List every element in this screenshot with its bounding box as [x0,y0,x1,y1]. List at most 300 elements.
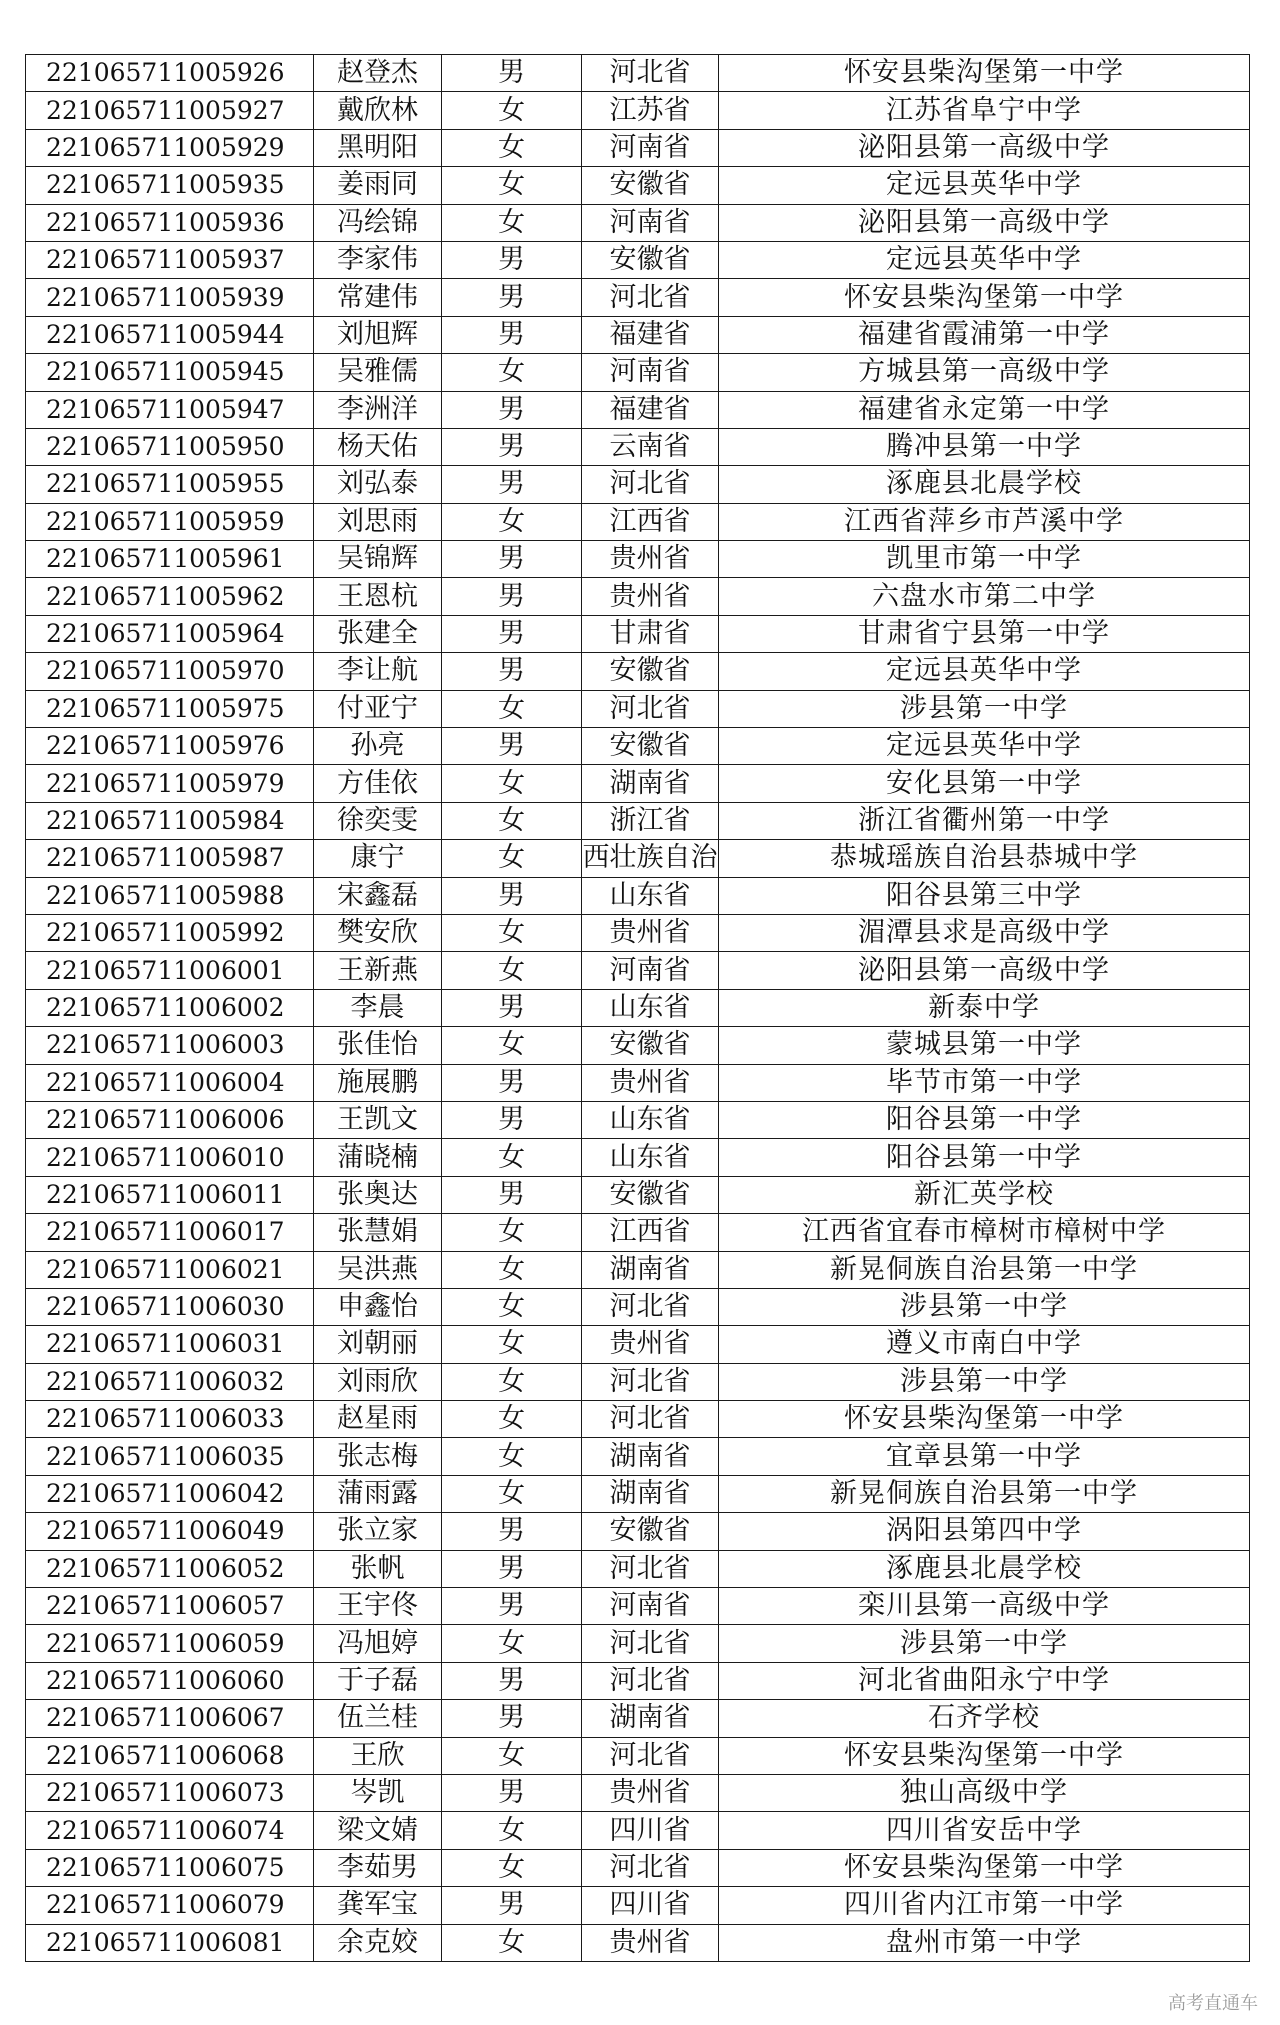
name-cell: 蒲雨露 [314,1475,442,1512]
gender-cell: 女 [442,1401,582,1438]
province-cell: 河北省 [582,1662,719,1699]
gender-cell: 女 [442,129,582,166]
school-cell: 涉县第一中学 [719,690,1250,727]
school-cell: 恭城瑶族自治县恭城中学 [719,840,1250,877]
exam-id-cell: 221065711006035 [26,1438,314,1475]
table-row [26,1887,1250,1924]
province-cell: 云南省 [582,428,719,465]
province-cell: 河北省 [582,1849,719,1886]
gender-cell: 女 [442,1214,582,1251]
province-cell: 河北省 [582,1737,719,1774]
province-cell: 贵州省 [582,578,719,615]
name-cell: 孙亮 [314,728,442,765]
table-row [26,241,1250,278]
gender-cell: 男 [442,728,582,765]
table-row [26,428,1250,465]
gender-cell: 女 [442,1475,582,1512]
province-cell: 河南省 [582,1588,719,1625]
exam-id-cell: 221065711005927 [26,92,314,129]
name-cell: 李洲洋 [314,391,442,428]
school-cell: 独山高级中学 [719,1774,1250,1811]
exam-id-cell: 221065711006011 [26,1176,314,1213]
gender-cell: 女 [442,354,582,391]
province-cell: 四川省 [582,1887,719,1924]
exam-id-cell: 221065711006021 [26,1251,314,1288]
table-row [26,1700,1250,1737]
province-cell: 河北省 [582,1625,719,1662]
name-cell: 蒲晓楠 [314,1139,442,1176]
name-cell: 岑凯 [314,1774,442,1811]
gender-cell: 男 [442,391,582,428]
name-cell: 常建伟 [314,279,442,316]
table-row [26,615,1250,652]
name-cell: 于子磊 [314,1662,442,1699]
province-cell: 安徽省 [582,1176,719,1213]
table-row [26,877,1250,914]
school-cell: 湄潭县求是高级中学 [719,914,1250,951]
school-cell: 毕节市第一中学 [719,1064,1250,1101]
gender-cell: 男 [442,466,582,503]
table-row [26,129,1250,166]
table-row [26,167,1250,204]
exam-id-cell: 221065711006075 [26,1849,314,1886]
exam-id-cell: 221065711006002 [26,989,314,1026]
province-cell: 湖南省 [582,1438,719,1475]
name-cell: 王欣 [314,1737,442,1774]
name-cell: 冯绘锦 [314,204,442,241]
table-row [26,1101,1250,1138]
gender-cell: 女 [442,204,582,241]
gender-cell: 男 [442,316,582,353]
table-row [26,1027,1250,1064]
exam-id-cell: 221065711005988 [26,877,314,914]
name-cell: 张建全 [314,615,442,652]
exam-id-cell: 221065711005962 [26,578,314,615]
province-cell: 江苏省 [582,92,719,129]
student-roster-table [25,54,1250,1962]
name-cell: 冯旭婷 [314,1625,442,1662]
gender-cell: 男 [442,1887,582,1924]
province-cell: 安徽省 [582,728,719,765]
province-cell: 贵州省 [582,1326,719,1363]
name-cell: 余克姣 [314,1924,442,1961]
gender-cell: 女 [442,503,582,540]
exam-id-cell: 221065711006032 [26,1363,314,1400]
table-row [26,354,1250,391]
table-row [26,1363,1250,1400]
table-row [26,1288,1250,1325]
gender-cell: 男 [442,541,582,578]
exam-id-cell: 221065711006057 [26,1588,314,1625]
exam-id-cell: 221065711006042 [26,1475,314,1512]
gender-cell: 女 [442,167,582,204]
province-cell: 浙江省 [582,802,719,839]
school-cell: 泌阳县第一高级中学 [719,204,1250,241]
name-cell: 施展鹏 [314,1064,442,1101]
name-cell: 方佳依 [314,765,442,802]
school-cell: 福建省永定第一中学 [719,391,1250,428]
exam-id-cell: 221065711006074 [26,1812,314,1849]
province-cell: 河北省 [582,1401,719,1438]
table-row [26,1774,1250,1811]
school-cell: 定远县英华中学 [719,241,1250,278]
table-row [26,1625,1250,1662]
school-cell: 涿鹿县北晨学校 [719,466,1250,503]
table-row [26,952,1250,989]
school-cell: 六盘水市第二中学 [719,578,1250,615]
gender-cell: 男 [442,615,582,652]
exam-id-cell: 221065711006010 [26,1139,314,1176]
name-cell: 戴欣林 [314,92,442,129]
gender-cell: 男 [442,1550,582,1587]
table-row [26,1812,1250,1849]
school-cell: 泌阳县第一高级中学 [719,952,1250,989]
school-cell: 新泰中学 [719,989,1250,1026]
exam-id-cell: 221065711006081 [26,1924,314,1961]
name-cell: 刘思雨 [314,503,442,540]
gender-cell: 男 [442,1774,582,1811]
table-row [26,1438,1250,1475]
school-cell: 怀安县柴沟堡第一中学 [719,1401,1250,1438]
gender-cell: 男 [442,653,582,690]
exam-id-cell: 221065711005936 [26,204,314,241]
exam-id-cell: 221065711005935 [26,167,314,204]
gender-cell: 男 [442,55,582,92]
name-cell: 宋鑫磊 [314,877,442,914]
school-cell: 怀安县柴沟堡第一中学 [719,1849,1250,1886]
province-cell: 湖南省 [582,765,719,802]
province-cell: 贵州省 [582,1924,719,1961]
table-row [26,1588,1250,1625]
gender-cell: 女 [442,765,582,802]
gender-cell: 女 [442,1625,582,1662]
province-cell: 湖南省 [582,1475,719,1512]
school-cell: 涉县第一中学 [719,1288,1250,1325]
name-cell: 付亚宁 [314,690,442,727]
exam-id-cell: 221065711006017 [26,1214,314,1251]
gender-cell: 女 [442,1737,582,1774]
exam-id-cell: 221065711005959 [26,503,314,540]
school-cell: 定远县英华中学 [719,167,1250,204]
table-row [26,653,1250,690]
name-cell: 杨天佑 [314,428,442,465]
gender-cell: 女 [442,952,582,989]
province-cell: 山东省 [582,989,719,1026]
gender-cell: 男 [442,1700,582,1737]
name-cell: 申鑫怡 [314,1288,442,1325]
province-cell: 河北省 [582,1363,719,1400]
name-cell: 梁文婧 [314,1812,442,1849]
school-cell: 新晃侗族自治县第一中学 [719,1475,1250,1512]
province-cell: 福建省 [582,316,719,353]
province-cell: 江西省 [582,503,719,540]
table-row [26,541,1250,578]
school-cell: 方城县第一高级中学 [719,354,1250,391]
exam-id-cell: 221065711005926 [26,55,314,92]
school-cell: 怀安县柴沟堡第一中学 [719,1737,1250,1774]
province-cell: 河北省 [582,466,719,503]
school-cell: 四川省内江市第一中学 [719,1887,1250,1924]
exam-id-cell: 221065711006006 [26,1101,314,1138]
exam-id-cell: 221065711006059 [26,1625,314,1662]
name-cell: 吴锦辉 [314,541,442,578]
exam-id-cell: 221065711006033 [26,1401,314,1438]
province-cell: 贵州省 [582,541,719,578]
exam-id-cell: 221065711006052 [26,1550,314,1587]
exam-id-cell: 221065711006068 [26,1737,314,1774]
school-cell: 盘州市第一中学 [719,1924,1250,1961]
name-cell: 王宇佟 [314,1588,442,1625]
gender-cell: 女 [442,1363,582,1400]
name-cell: 徐奕雯 [314,802,442,839]
name-cell: 张慧娟 [314,1214,442,1251]
gender-cell: 女 [442,1849,582,1886]
gender-cell: 女 [442,690,582,727]
name-cell: 康宁 [314,840,442,877]
table-row [26,279,1250,316]
exam-id-cell: 221065711005950 [26,428,314,465]
school-cell: 怀安县柴沟堡第一中学 [719,279,1250,316]
school-cell: 阳谷县第三中学 [719,877,1250,914]
table-row [26,1737,1250,1774]
table-row [26,466,1250,503]
name-cell: 李茹男 [314,1849,442,1886]
roster-body [26,55,1250,1962]
school-cell: 阳谷县第一中学 [719,1101,1250,1138]
table-row [26,765,1250,802]
province-cell: 安徽省 [582,1513,719,1550]
province-cell: 湖南省 [582,1251,719,1288]
gender-cell: 女 [442,840,582,877]
exam-id-cell: 221065711006067 [26,1700,314,1737]
name-cell: 李家伟 [314,241,442,278]
school-cell: 涉县第一中学 [719,1363,1250,1400]
province-cell: 河北省 [582,1288,719,1325]
exam-id-cell: 221065711006079 [26,1887,314,1924]
table-row [26,316,1250,353]
gender-cell: 女 [442,1288,582,1325]
province-cell: 贵州省 [582,1064,719,1101]
school-cell: 凯里市第一中学 [719,541,1250,578]
name-cell: 赵登杰 [314,55,442,92]
school-cell: 遵义市南白中学 [719,1326,1250,1363]
province-cell: 河南省 [582,952,719,989]
gender-cell: 女 [442,1139,582,1176]
province-cell: 西壮族自治 [582,840,719,877]
school-cell: 怀安县柴沟堡第一中学 [719,55,1250,92]
table-row [26,1924,1250,1961]
school-cell: 蒙城县第一中学 [719,1027,1250,1064]
table-row [26,690,1250,727]
table-row [26,1139,1250,1176]
school-cell: 石齐学校 [719,1700,1250,1737]
name-cell: 刘雨欣 [314,1363,442,1400]
exam-id-cell: 221065711006001 [26,952,314,989]
school-cell: 新晃侗族自治县第一中学 [719,1251,1250,1288]
gender-cell: 男 [442,1101,582,1138]
table-row [26,728,1250,765]
province-cell: 河南省 [582,354,719,391]
exam-id-cell: 221065711005970 [26,653,314,690]
table-row [26,914,1250,951]
table-row [26,1662,1250,1699]
school-cell: 涿鹿县北晨学校 [719,1550,1250,1587]
school-cell: 腾冲县第一中学 [719,428,1250,465]
exam-id-cell: 221065711005964 [26,615,314,652]
exam-id-cell: 221065711005992 [26,914,314,951]
province-cell: 甘肃省 [582,615,719,652]
province-cell: 河北省 [582,690,719,727]
school-cell: 涉县第一中学 [719,1625,1250,1662]
table-row [26,1401,1250,1438]
name-cell: 张志梅 [314,1438,442,1475]
table-row [26,578,1250,615]
gender-cell: 男 [442,1513,582,1550]
table-row [26,840,1250,877]
gender-cell: 女 [442,1924,582,1961]
exam-id-cell: 221065711006060 [26,1662,314,1699]
province-cell: 湖南省 [582,1700,719,1737]
table-row [26,1513,1250,1550]
exam-id-cell: 221065711005945 [26,354,314,391]
name-cell: 刘弘泰 [314,466,442,503]
school-cell: 定远县英华中学 [719,728,1250,765]
table-row [26,1214,1250,1251]
table-row [26,802,1250,839]
gender-cell: 女 [442,92,582,129]
school-cell: 甘肃省宁县第一中学 [719,615,1250,652]
exam-id-cell: 221065711005987 [26,840,314,877]
gender-cell: 男 [442,1176,582,1213]
exam-id-cell: 221065711005961 [26,541,314,578]
province-cell: 贵州省 [582,914,719,951]
exam-id-cell: 221065711005937 [26,241,314,278]
exam-id-cell: 221065711006073 [26,1774,314,1811]
province-cell: 安徽省 [582,1027,719,1064]
province-cell: 河北省 [582,55,719,92]
gender-cell: 男 [442,241,582,278]
province-cell: 江西省 [582,1214,719,1251]
name-cell: 李让航 [314,653,442,690]
gender-cell: 男 [442,877,582,914]
gender-cell: 女 [442,1027,582,1064]
table-row [26,989,1250,1026]
name-cell: 张立家 [314,1513,442,1550]
school-cell: 四川省安岳中学 [719,1812,1250,1849]
school-cell: 安化县第一中学 [719,765,1250,802]
exam-id-cell: 221065711006004 [26,1064,314,1101]
school-cell: 涡阳县第四中学 [719,1513,1250,1550]
name-cell: 李晨 [314,989,442,1026]
table-row [26,1064,1250,1101]
province-cell: 山东省 [582,877,719,914]
gender-cell: 男 [442,1662,582,1699]
province-cell: 山东省 [582,1139,719,1176]
province-cell: 河北省 [582,279,719,316]
province-cell: 河北省 [582,1550,719,1587]
gender-cell: 女 [442,1326,582,1363]
name-cell: 刘朝丽 [314,1326,442,1363]
name-cell: 张帆 [314,1550,442,1587]
table-row [26,204,1250,241]
name-cell: 刘旭辉 [314,316,442,353]
exam-id-cell: 221065711005976 [26,728,314,765]
exam-id-cell: 221065711005984 [26,802,314,839]
gender-cell: 女 [442,1251,582,1288]
school-cell: 江苏省阜宁中学 [719,92,1250,129]
name-cell: 姜雨同 [314,167,442,204]
table-row [26,1550,1250,1587]
name-cell: 王凯文 [314,1101,442,1138]
gender-cell: 女 [442,1438,582,1475]
name-cell: 吴雅儒 [314,354,442,391]
school-cell: 定远县英华中学 [719,653,1250,690]
exam-id-cell: 221065711005955 [26,466,314,503]
gender-cell: 女 [442,802,582,839]
province-cell: 贵州省 [582,1774,719,1811]
exam-id-cell: 221065711006030 [26,1288,314,1325]
name-cell: 伍兰桂 [314,1700,442,1737]
school-cell: 新汇英学校 [719,1176,1250,1213]
school-cell: 江西省宜春市樟树市樟树中学 [719,1214,1250,1251]
gender-cell: 男 [442,1588,582,1625]
table-row [26,1251,1250,1288]
name-cell: 赵星雨 [314,1401,442,1438]
province-cell: 四川省 [582,1812,719,1849]
exam-id-cell: 221065711006031 [26,1326,314,1363]
gender-cell: 男 [442,279,582,316]
gender-cell: 男 [442,989,582,1026]
gender-cell: 男 [442,578,582,615]
name-cell: 张奥达 [314,1176,442,1213]
watermark-text: 高考直通车 [1168,1993,1258,2014]
exam-id-cell: 221065711006003 [26,1027,314,1064]
name-cell: 黑明阳 [314,129,442,166]
exam-id-cell: 221065711005975 [26,690,314,727]
exam-id-cell: 221065711006049 [26,1513,314,1550]
table-row [26,391,1250,428]
exam-id-cell: 221065711005944 [26,316,314,353]
province-cell: 安徽省 [582,241,719,278]
gender-cell: 女 [442,914,582,951]
table-row [26,503,1250,540]
province-cell: 安徽省 [582,167,719,204]
exam-id-cell: 221065711005947 [26,391,314,428]
gender-cell: 男 [442,428,582,465]
exam-id-cell: 221065711005979 [26,765,314,802]
table-row [26,55,1250,92]
gender-cell: 男 [442,1064,582,1101]
province-cell: 河南省 [582,129,719,166]
name-cell: 吴洪燕 [314,1251,442,1288]
name-cell: 王新燕 [314,952,442,989]
table-row [26,1176,1250,1213]
province-cell: 河南省 [582,204,719,241]
name-cell: 樊安欣 [314,914,442,951]
school-cell: 福建省霞浦第一中学 [719,316,1250,353]
gender-cell: 女 [442,1812,582,1849]
school-cell: 宜章县第一中学 [719,1438,1250,1475]
exam-id-cell: 221065711005929 [26,129,314,166]
school-cell: 江西省萍乡市芦溪中学 [719,503,1250,540]
table-row [26,1849,1250,1886]
province-cell: 山东省 [582,1101,719,1138]
province-cell: 安徽省 [582,653,719,690]
name-cell: 王恩杭 [314,578,442,615]
name-cell: 张佳怡 [314,1027,442,1064]
table-row [26,1475,1250,1512]
school-cell: 阳谷县第一中学 [719,1139,1250,1176]
